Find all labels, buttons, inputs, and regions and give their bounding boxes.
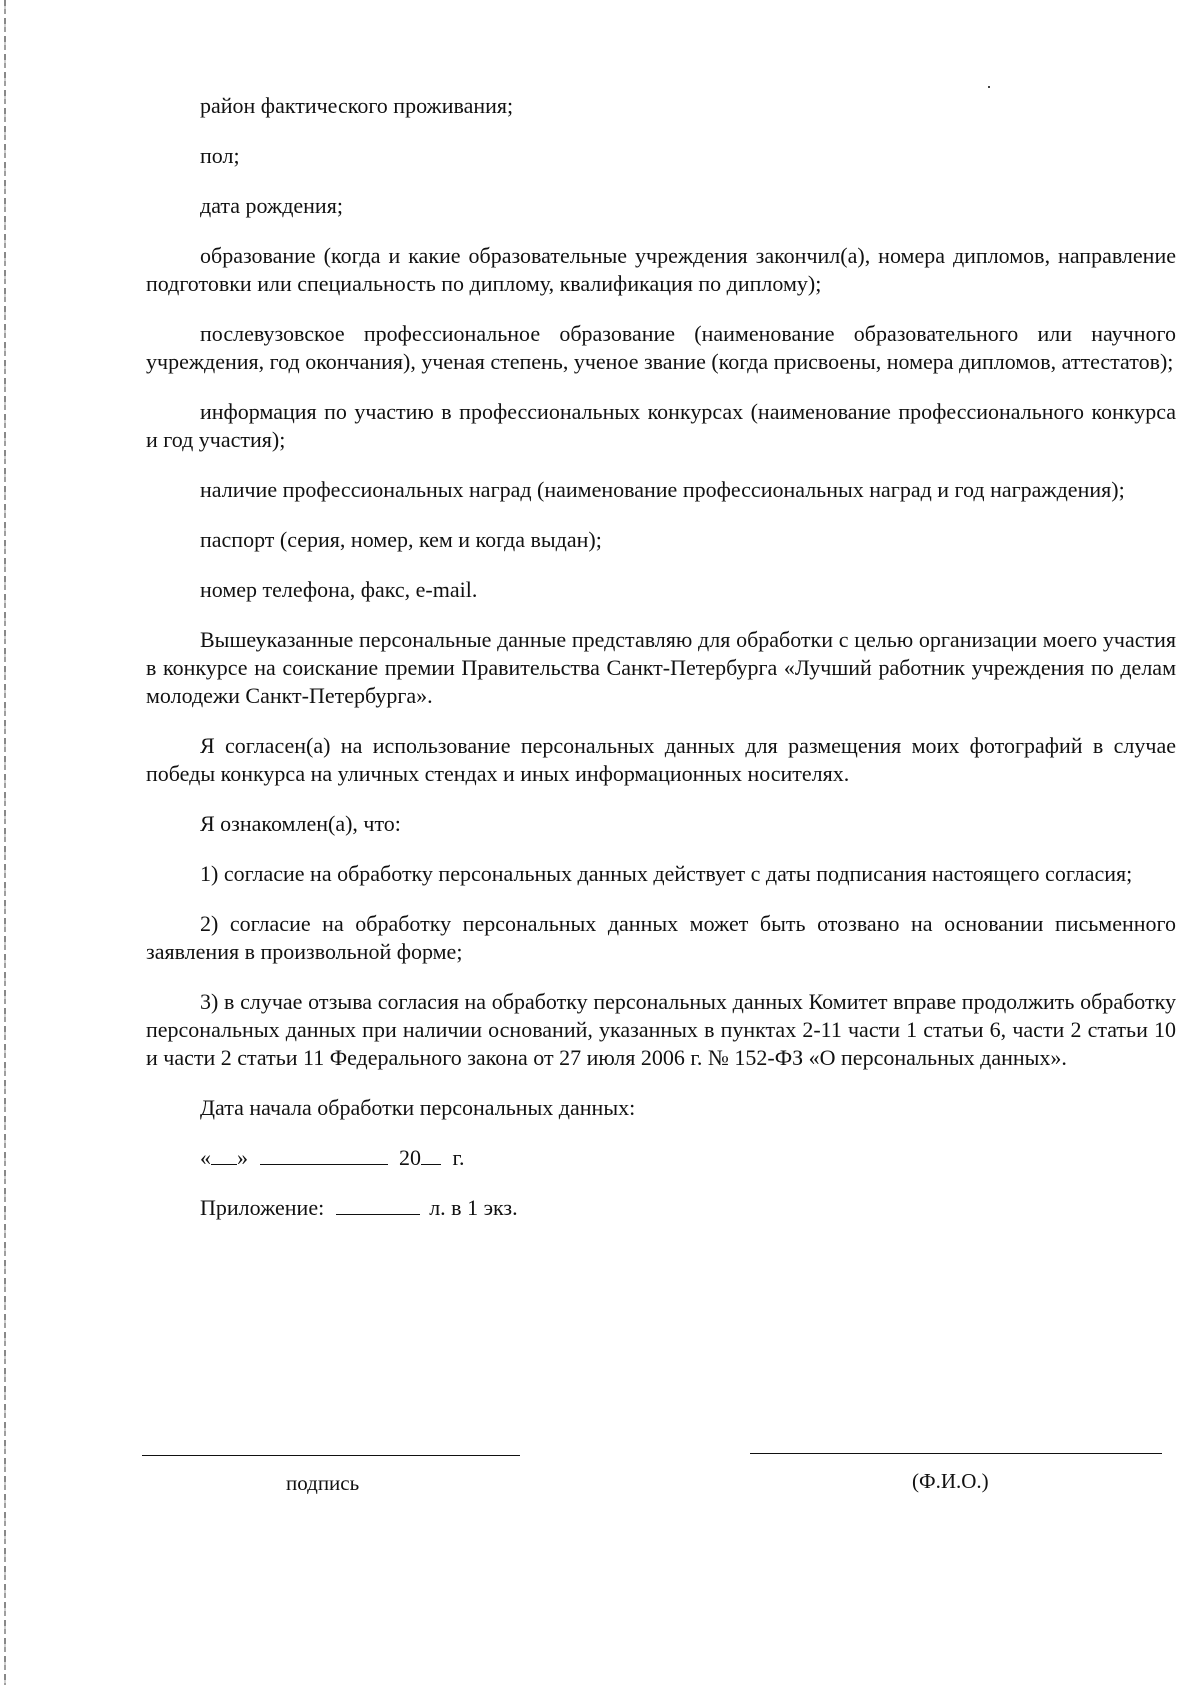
attachment-suffix: л. в 1 экз. (429, 1195, 518, 1220)
paragraph-purpose: Вышеуказанные персональные данные представляю для обработки с целью организации моего участия в конкурсе на соискание премии Правительства Санкт-Петербурга «Лучший работник учреждения по делам молодежи Санкт-Петербурга». (146, 627, 1176, 708)
paragraph-birth-date: дата рождения; (200, 193, 343, 218)
paragraph-processing-start-date: Дата начала обработки персональных данных: (200, 1095, 636, 1120)
signature-line[interactable] (142, 1455, 520, 1456)
paragraph-photo-consent: Я согласен(а) на использование персональных данных для размещения моих фотографий в случае победы конкурса на уличных стендах и иных информационных носителях. (146, 733, 1176, 786)
paragraph-education: образование (когда и какие образовательные учреждения закончил(а), номера дипломов, направление подготовки или специальность по диплому, квалификация по диплому); (146, 243, 1176, 296)
paragraph-clause-2: 2) согласие на обработку персональных данных может быть отозвано на основании письменного заявления в произвольной форме; (146, 911, 1176, 964)
paragraph-sex: пол; (200, 143, 240, 168)
year-suffix: г. (452, 1145, 465, 1170)
signature-caption: подпись (286, 1471, 360, 1495)
attachment-sheets-blank[interactable] (336, 1194, 420, 1215)
full-name-caption: (Ф.И.О.) (912, 1469, 989, 1493)
date-open-quote: « (200, 1145, 211, 1170)
paragraph-clause-3: 3) в случае отзыва согласия на обработку персональных данных Комитет вправе продолжить обработку персональных данных при наличии оснований, указанных в пунктах 2-11 части 1 статьи 6, части 2 статьи 10 и части 2 статьи 11 Федерального закона от 27 июля 2006 г. № 152-ФЗ «О персональных данных». (146, 989, 1176, 1070)
day-blank[interactable] (211, 1144, 237, 1165)
paragraph-competitions: информация по участию в профессиональных конкурсах (наименование профессионального конкурса и год участия); (146, 399, 1176, 452)
date-field-row (146, 1144, 1176, 1172)
paragraph-postgraduate-education: послевузовское профессиональное образование (наименование образовательного или научного учреждения, год окончания), ученая степень, ученое звание (когда присвоены, номера дипломов, аттестатов); (146, 321, 1176, 374)
month-blank[interactable] (260, 1144, 388, 1165)
scan-edge-artifact (4, 0, 6, 1685)
attachment-row (146, 1194, 1176, 1222)
paragraph-acknowledged: Я ознакомлен(а), что: (200, 811, 401, 836)
paragraph-residence-district: район фактического проживания; (200, 93, 514, 118)
scan-dot-artifact (988, 86, 990, 88)
year-prefix: 20 (399, 1145, 421, 1170)
paragraph-clause-1: 1) согласие на обработку персональных данных действует с даты подписания настоящего согласия; (200, 861, 1133, 886)
paragraph-awards: наличие профессиональных наград (наименование профессиональных наград и год награждения); (200, 477, 1125, 502)
year-blank[interactable] (421, 1144, 441, 1165)
date-close-quote: » (237, 1145, 248, 1170)
paragraph-passport: паспорт (серия, номер, кем и когда выдан); (200, 527, 602, 552)
attachment-label: Приложение: (200, 1195, 325, 1220)
document-body (146, 92, 1176, 1244)
paragraph-contacts: номер телефона, факс, e-mail. (200, 577, 478, 602)
full-name-line[interactable] (750, 1453, 1162, 1454)
